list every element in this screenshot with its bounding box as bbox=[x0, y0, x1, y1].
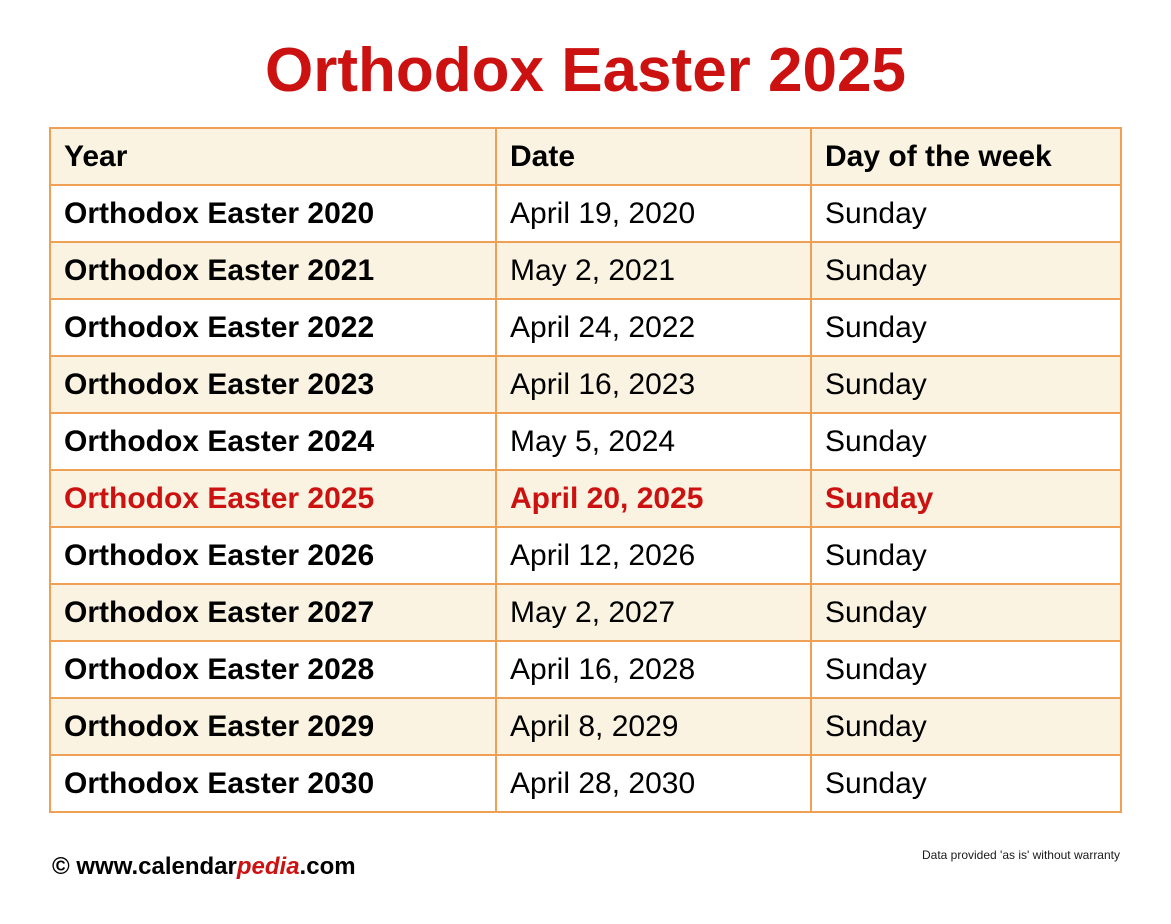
date-cell: April 8, 2029 bbox=[496, 698, 811, 755]
date-cell: May 5, 2024 bbox=[496, 413, 811, 470]
year-cell: Orthodox Easter 2022 bbox=[50, 299, 496, 356]
table-row-2025-highlighted bbox=[50, 470, 1121, 527]
year-cell: Orthodox Easter 2027 bbox=[50, 584, 496, 641]
day-cell: Sunday bbox=[811, 755, 1121, 812]
day-cell: Sunday bbox=[811, 698, 1121, 755]
year-cell: Orthodox Easter 2024 bbox=[50, 413, 496, 470]
table-row-2024 bbox=[50, 413, 1121, 470]
column-header-date: Date bbox=[496, 128, 811, 185]
column-header-year: Year bbox=[50, 128, 496, 185]
date-cell: April 12, 2026 bbox=[496, 527, 811, 584]
day-cell: Sunday bbox=[811, 413, 1121, 470]
year-cell: Orthodox Easter 2029 bbox=[50, 698, 496, 755]
table-row-2023 bbox=[50, 356, 1121, 413]
table-row-2020 bbox=[50, 185, 1121, 242]
table-header-row bbox=[50, 128, 1121, 185]
date-cell: April 20, 2025 bbox=[496, 470, 811, 527]
date-cell: May 2, 2027 bbox=[496, 584, 811, 641]
day-cell: Sunday bbox=[811, 527, 1121, 584]
table-row-2027 bbox=[50, 584, 1121, 641]
column-header-day: Day of the week bbox=[811, 128, 1121, 185]
table-row-2021 bbox=[50, 242, 1121, 299]
year-cell: Orthodox Easter 2020 bbox=[50, 185, 496, 242]
page-title: Orthodox Easter 2025 bbox=[265, 36, 906, 105]
year-cell: Orthodox Easter 2026 bbox=[50, 527, 496, 584]
date-cell: April 24, 2022 bbox=[496, 299, 811, 356]
day-cell: Sunday bbox=[811, 641, 1121, 698]
disclaimer-text: Data provided 'as is' without warranty bbox=[921, 848, 1120, 862]
table-row-2028 bbox=[50, 641, 1121, 698]
date-cell: April 16, 2023 bbox=[496, 356, 811, 413]
date-cell: April 28, 2030 bbox=[496, 755, 811, 812]
year-cell: Orthodox Easter 2023 bbox=[50, 356, 496, 413]
copyright-site-suffix: .com bbox=[299, 853, 356, 880]
day-cell: Sunday bbox=[811, 242, 1121, 299]
day-cell: Sunday bbox=[811, 299, 1121, 356]
table-row-2022 bbox=[50, 299, 1121, 356]
year-cell: Orthodox Easter 2028 bbox=[50, 641, 496, 698]
day-cell: Sunday bbox=[811, 470, 1121, 527]
date-cell: April 19, 2020 bbox=[496, 185, 811, 242]
table-row-2026 bbox=[50, 527, 1121, 584]
date-cell: April 16, 2028 bbox=[496, 641, 811, 698]
day-cell: Sunday bbox=[811, 185, 1121, 242]
table-row-2030 bbox=[50, 755, 1121, 812]
day-cell: Sunday bbox=[811, 584, 1121, 641]
date-cell: May 2, 2021 bbox=[496, 242, 811, 299]
table-row-2029 bbox=[50, 698, 1121, 755]
day-cell: Sunday bbox=[811, 356, 1121, 413]
copyright-text bbox=[52, 853, 356, 881]
year-cell: Orthodox Easter 2025 bbox=[50, 470, 496, 527]
year-cell: Orthodox Easter 2030 bbox=[50, 755, 496, 812]
orthodox-easter-table bbox=[49, 127, 1122, 813]
year-cell: Orthodox Easter 2021 bbox=[50, 242, 496, 299]
copyright-site-prefix: © www.calendar bbox=[52, 853, 237, 880]
copyright-site-highlight: pedia bbox=[236, 853, 300, 880]
